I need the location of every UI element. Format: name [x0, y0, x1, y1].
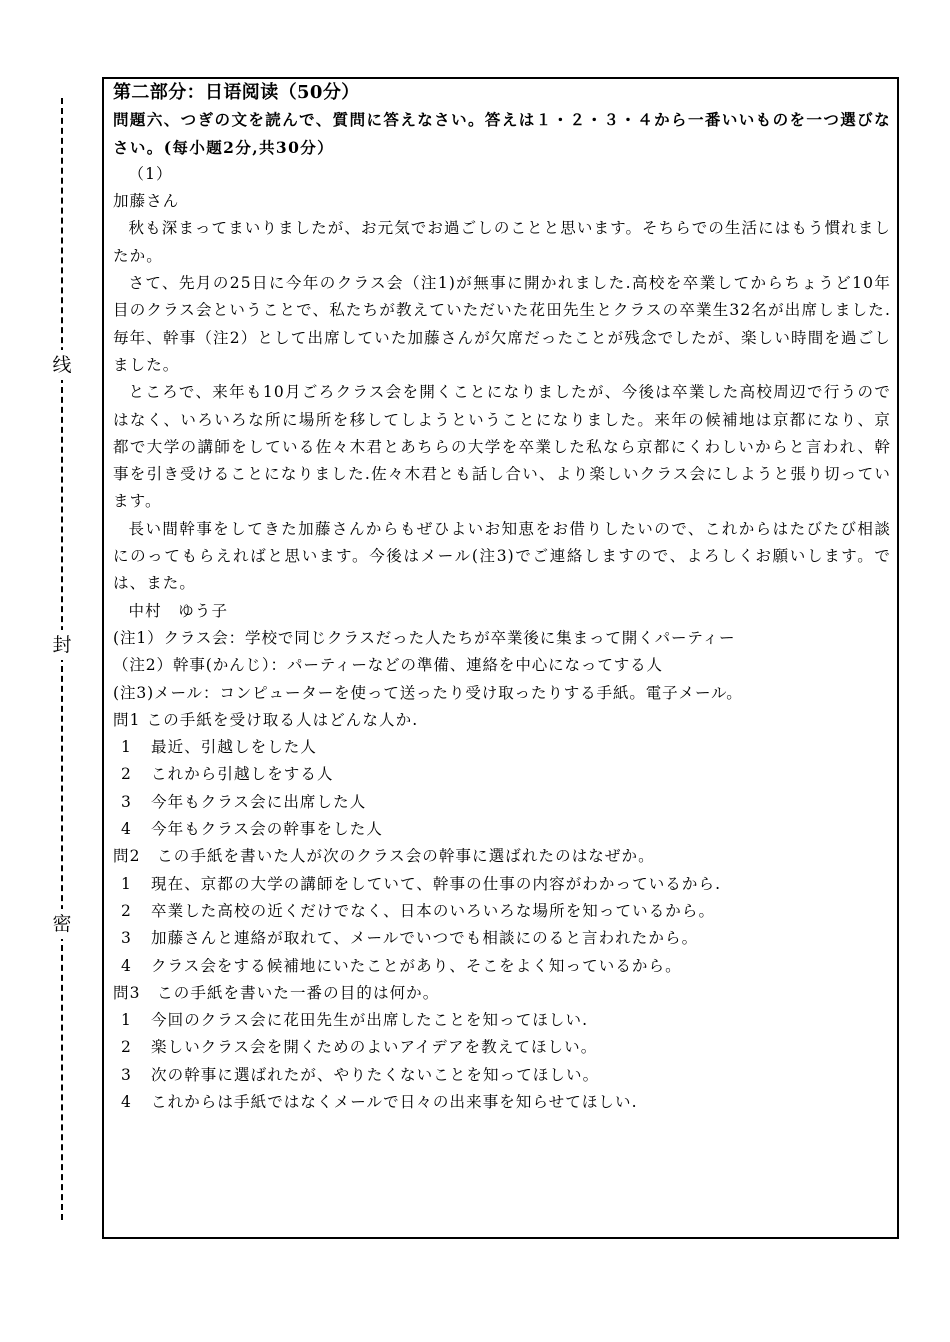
answer-option[interactable] [113, 1062, 891, 1089]
answer-option[interactable] [113, 1089, 891, 1116]
answer-option[interactable] [113, 761, 891, 788]
answer-option[interactable] [113, 816, 891, 843]
footnote: (注1）クラス会：学校で同じクラスだった人たちが卒業後に集まって開くパーティー [113, 628, 736, 647]
answer-option[interactable] [113, 1034, 891, 1061]
footnote: (注3)メール：コンピューターを使って送ったり受け取ったりする手紙。電子メール。 [113, 683, 743, 702]
option-text: 最近、引越しをした人 [151, 738, 318, 757]
option-number: 3 [121, 1065, 132, 1084]
option-number: 4 [121, 820, 132, 839]
letter-signature: 中村 ゆう子 [128, 601, 229, 620]
option-number: 2 [121, 1038, 132, 1057]
answer-option[interactable] [113, 898, 891, 925]
option-number: 3 [121, 929, 132, 948]
margin-char-mi: 密 [48, 909, 76, 939]
option-number: 4 [121, 956, 132, 975]
option-text: 次の幹事に選ばれたが、やりたくないことを知ってほしい。 [151, 1065, 600, 1084]
question-prompt: 問2 この手紙を書いた人が次のクラス会の幹事に選ばれたのはなぜか。 [113, 847, 655, 866]
option-text: 今回のクラス会に花田先生が出席したことを知ってほしい. [151, 1011, 589, 1030]
section-heading: 第二部分：日语阅读（50分） [113, 82, 360, 103]
question-prompt: 問1 この手紙を受け取る人はどんな人か. [113, 710, 419, 729]
option-text: 今年もクラス会に出席した人 [151, 792, 367, 811]
letter-paragraph: さて、先月の25日に今年のクラス会（注1)が無事に開かれました.高校を卒業してからちょうど10年目のクラス会ということで、私たちが教えていただいた花田先生とクラスの卒業生32名が出席しました.毎年、幹事（注2）として出席していた加藤さんが欠席だったことが残念でしたが、楽しい時間を過ごしました。 [113, 274, 891, 374]
option-text: 今年もクラス会の幹事をした人 [151, 820, 383, 839]
option-text: クラス会をする候補地にいたことがあり、そこをよく知っているから。 [151, 956, 682, 975]
passage-number: （1） [128, 164, 173, 183]
answer-option[interactable] [113, 953, 891, 980]
option-text: これからは手紙ではなくメールで日々の出来事を知らせてほしい. [151, 1092, 638, 1111]
footnote: （注2）幹事(かんじ）：パーティーなどの準備、連絡を中心になってする人 [113, 656, 663, 675]
option-number: 2 [121, 765, 132, 784]
option-text: 楽しいクラス会を開くためのよいアイデアを教えてほしい。 [151, 1038, 598, 1057]
letter-paragraph: 長い間幹事をしてきた加藤さんからもぜひよいお知恵をお借りしたいので、これからはたびたび相談にのってもらえればと思います。今後はメール(注3)でご連絡しますので、よろしくお願いします。では、また。 [113, 519, 891, 593]
option-number: 1 [121, 738, 132, 757]
option-number: 3 [121, 792, 132, 811]
question-prompt: 問3 この手紙を書いた一番の目的は何か。 [113, 983, 440, 1002]
letter-paragraph: ところで、来年も10月ごろクラス会を開くことになりましたが、今後は卒業した高校周辺で行うのではなく、いろいろな所に場所を移してしようということになりました。来年の候補地は京都になり、京都で大学の講師をしている佐々木君とあちらの大学を卒業した私なら京都にくわしいからと言われ、幹事を引き受けることになりました.佐々木君とも話し合い、より楽しいクラス会にしようと張り切っています。 [113, 383, 891, 511]
answer-option[interactable] [113, 1007, 891, 1034]
option-text: 加藤さんと連絡が取れて、メールでいつでも相談にのると言われたから。 [151, 929, 699, 948]
letter-salutation: 加藤さん [113, 192, 180, 211]
option-number: 1 [121, 1011, 132, 1030]
section-instructions: 問題六、つぎの文を読んで、質問に答えなさい。答えは１・２・３・４から一番いいものを一つ選びなさい。(每小题2分,共30分） [113, 110, 891, 157]
reading-section [113, 79, 891, 1116]
option-text: 卒業した高校の近くだけでなく、日本のいろいろな場所を知っているから。 [151, 901, 716, 920]
answer-option[interactable] [113, 734, 891, 761]
option-text: これから引越しをする人 [151, 765, 334, 784]
option-number: 1 [121, 874, 132, 893]
margin-char-xian: 线 [48, 350, 76, 380]
option-text: 現在、京都の大学の講師をしていて、幹事の仕事の内容がわかっているから. [151, 874, 722, 893]
answer-option[interactable] [113, 925, 891, 952]
answer-option[interactable] [113, 789, 891, 816]
margin-char-feng: 封 [48, 630, 76, 660]
option-number: 2 [121, 901, 132, 920]
answer-option[interactable] [113, 871, 891, 898]
option-number: 4 [121, 1092, 132, 1111]
letter-paragraph: 秋も深まってまいりましたが、お元気でお過ごしのことと思います。そちらでの生活にはもう慣れましたか。 [113, 219, 891, 265]
